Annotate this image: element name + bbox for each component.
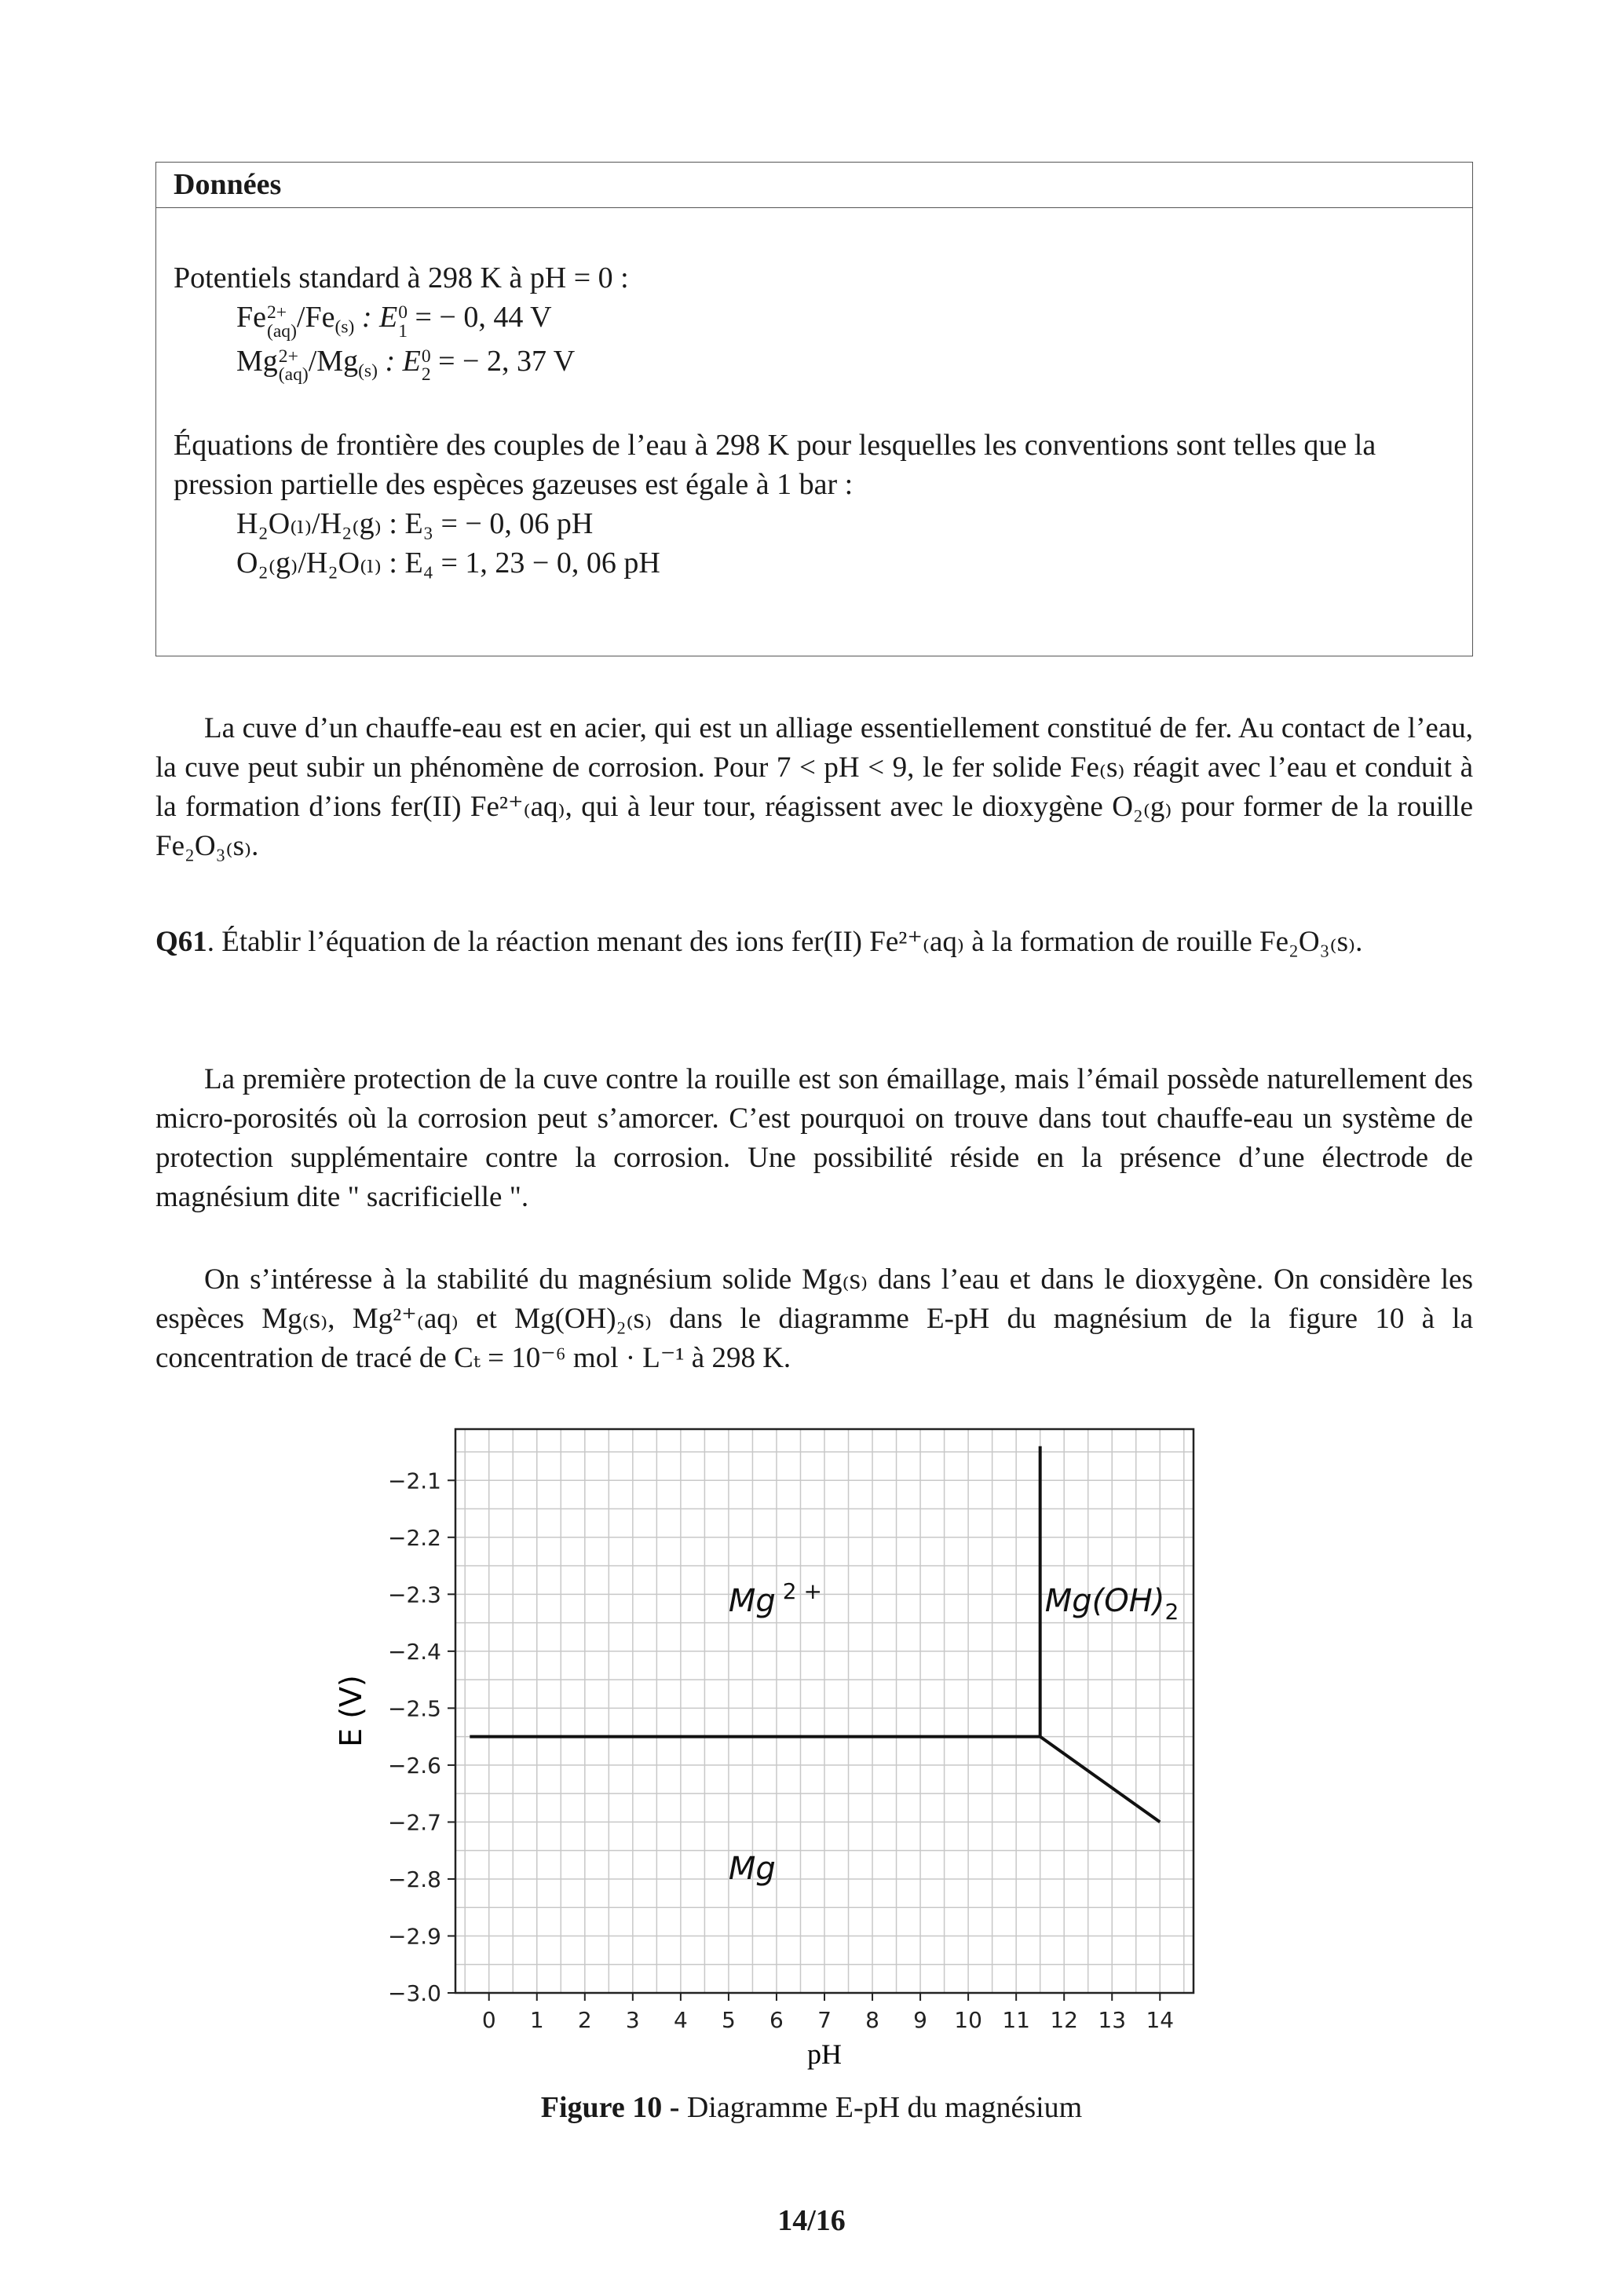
figure-caption — [0, 2090, 1623, 2125]
protection-paragraph — [155, 1060, 1473, 1217]
y-tick-label: −2.3 — [388, 1581, 441, 1608]
x-tick-label: 10 — [954, 2007, 982, 2033]
donnees-box — [155, 162, 1473, 656]
question-number: Q61 — [155, 926, 207, 958]
y-tick-label: −2.8 — [388, 1866, 441, 1892]
donnees-body — [174, 258, 1455, 583]
intro-paragraph — [155, 709, 1473, 866]
chart-annotations — [729, 1578, 1179, 1887]
region-label: Mg — [728, 1850, 776, 1887]
y-axis-label: E (V) — [334, 1675, 368, 1747]
y-tick-label: −2.6 — [388, 1752, 441, 1779]
stability-paragraph — [155, 1260, 1473, 1378]
y-tick-label: −2.4 — [388, 1638, 441, 1665]
x-tick-label: 1 — [529, 2007, 544, 2033]
chart-grid — [455, 1429, 1193, 1993]
x-tick-label: 13 — [1098, 2007, 1127, 2033]
question-q61 — [155, 923, 1473, 962]
donnees-title: Données — [156, 163, 1472, 208]
y-tick-label: −2.1 — [388, 1468, 441, 1494]
region-label: Mg $^{2 +}$ — [728, 1578, 822, 1620]
mg-couple: Mg 2+ (aq) $/Mg_{(s)}$ : E 0 2 = − 2, 37 V — [236, 344, 576, 386]
region-label: $Mg(OH)_2$ — [1044, 1583, 1179, 1625]
water-couple-1: H₂O₍ₗ₎/H₂₍g₎ : E₃ = − 0, 06 pH — [236, 507, 594, 541]
caption-label: Figure 10 - — [540, 2091, 680, 2124]
x-tick-label: 4 — [673, 2007, 688, 2033]
x-tick-label: 3 — [625, 2007, 640, 2033]
x-tick-label: 14 — [1146, 2007, 1175, 2033]
x-tick-label: 5 — [722, 2007, 736, 2033]
potentials-intro: Potentiels standard à 298 K à pH = 0 : — [174, 261, 629, 294]
page-number: 14/16 — [777, 2204, 846, 2237]
stability-text: On s’intéresse à la stabilité du magnésium solide Mg₍s₎ dans l’eau et dans le dioxygène. On considère les espèces Mg₍s₎, Mg²⁺₍aq₎ et Mg(OH)₂₍s₎ dans le diagramme E-pH du magnésium de la figure 10 à la concentration de tracé de Cₜ = 10⁻⁶ mol · L⁻¹ à 298 K. — [155, 1263, 1473, 1374]
protection-text: La première protection de la cuve contre la rouille est son émaillage, mais l’émail possède naturellement des micro-porosités où la corrosion peut s’amorcer. C’est pourquoi on trouve dans tout chauffe-eau un système de protection supplémentaire contre la corrosion. Une possibilité réside en la présence d’une électrode de magnésium dite " sacrificielle ". — [155, 1063, 1473, 1213]
y-tick-label: −2.7 — [388, 1809, 441, 1836]
intro-text: La cuve d’un chauffe-eau est en acier, qui est un alliage essentiellement constitué de fer. Au contact de l’eau, la cuve peut subir un phénomène de corrosion. Pour 7 < pH < 9, le fer solide Fe₍s₎ réagit avec l’eau et conduit à la formation d’ions fer(II) Fe²⁺₍aq₎, qui à leur tour, réagissent avec le dioxygène O₂₍g₎ pour former de la rouille Fe₂O₃₍s₎. — [155, 712, 1473, 862]
x-tick-label: 2 — [577, 2007, 592, 2033]
caption-text: Diagramme E-pH du magnésium — [679, 2091, 1083, 2124]
y-tick-label: −2.5 — [388, 1695, 441, 1722]
y-tick-label: −3.0 — [388, 1980, 441, 2006]
x-ticks — [482, 1993, 1174, 2033]
x-tick-label: 0 — [481, 2007, 496, 2033]
e-ph-diagram — [314, 1413, 1225, 2070]
y-tick-label: −2.9 — [388, 1923, 441, 1950]
y-ticks — [388, 1468, 455, 2006]
frontier-intro: Équations de frontière des couples de l’eau à 298 K pour lesquelles les conventions sont telles que la pression partielle des espèces gazeuses est égale à 1 bar : — [174, 429, 1376, 502]
x-tick-label: 8 — [865, 2007, 879, 2033]
fe-couple: Fe 2+ (aq) $/Fe_{(s)}$ : E 0 1 = − 0, 44 V — [236, 301, 552, 342]
question-text: . Établir l’équation de la réaction menant des ions fer(II) Fe²⁺₍aq₎ à la formation de rouille Fe₂O₃₍s₎. — [207, 926, 1363, 958]
x-tick-label: 7 — [817, 2007, 832, 2033]
x-axis-label: pH — [807, 2038, 842, 2070]
water-couple-2: O₂₍g₎/H₂O₍ₗ₎ : E₄ = 1, 23 − 0, 06 pH — [236, 547, 660, 580]
x-tick-label: 6 — [769, 2007, 784, 2033]
x-tick-label: 11 — [1002, 2007, 1030, 2033]
y-tick-label: −2.2 — [388, 1524, 441, 1551]
x-tick-label: 12 — [1050, 2007, 1079, 2033]
series-line — [1040, 1737, 1161, 1823]
x-tick-label: 9 — [913, 2007, 927, 2033]
